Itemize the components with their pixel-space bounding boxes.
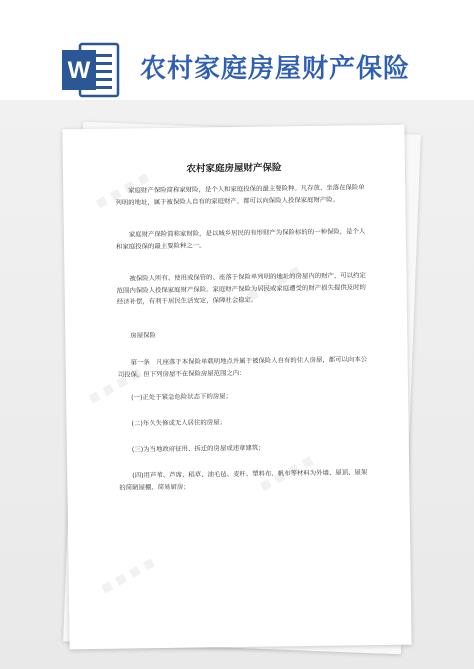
- clause-1: (一)正处于紧急危险状态下的房屋；: [131, 392, 233, 402]
- header-banner: [0, 0, 474, 100]
- article-1: 第一条 凡座落于本保险单载明地点并属于被保险人自有的住人房屋，都可以向本公司投保，但下列房屋不在保险房屋范围之内：: [117, 355, 368, 379]
- section-heading: 房屋保险: [130, 331, 156, 340]
- page-title: 农村家庭房屋财产保险: [140, 54, 411, 84]
- watermark: ▦ ▦ ▦ ▦: [99, 555, 158, 595]
- watermark: ▦ ▦ ▦ ▦: [245, 263, 304, 303]
- document-title: 农村家庭房屋财产保险: [186, 162, 282, 175]
- document-sheet: [62, 125, 411, 650]
- watermark: ▦ ▦ ▦ ▦: [86, 365, 145, 406]
- clause-4: (四)用芦苇、芦席、稻草、油毛毡、麦秆、塑料布、帆布等材料为外墙、屋顶、屋架的简陋屋棚、简易厨房；: [119, 468, 368, 492]
- word-letter: W: [67, 57, 91, 84]
- watermark: ▦ ▦ ▦ ▦: [257, 452, 316, 493]
- word-document-icon: [60, 40, 122, 100]
- paragraph-1: 家庭财产保险简称家财险，是个人和家庭投保的最主要险种。凡存放、坐落在保险单列明的地址，属于被保险人自有的家庭财产，都可以向保险人投保家庭财产险。: [115, 183, 365, 207]
- paragraph-2: 家庭财产保险简称家财险，是以城乡居民的有形财产为保险标的的一种保险，是个人和家庭投保的最主要险种之一。: [115, 227, 366, 251]
- clause-3: (三)为当地政府征用、拆迁的房屋或违章建筑；: [131, 443, 265, 454]
- watermark: ▦ ▦ ▦ ▦: [93, 170, 152, 210]
- clause-2: (二)年久失修或无人居住的房屋；: [131, 418, 227, 428]
- paragraph-3: 被保险人所有、使用或保管的、座落于保险单列明的地址的房屋内的财产，可以约定范围内保险人投保家庭财产保险。家庭财产保险为居民或家庭遭受的财产损失提供及时的经济补偿，有利于居民生活安定，保障社会稳定。: [116, 271, 366, 306]
